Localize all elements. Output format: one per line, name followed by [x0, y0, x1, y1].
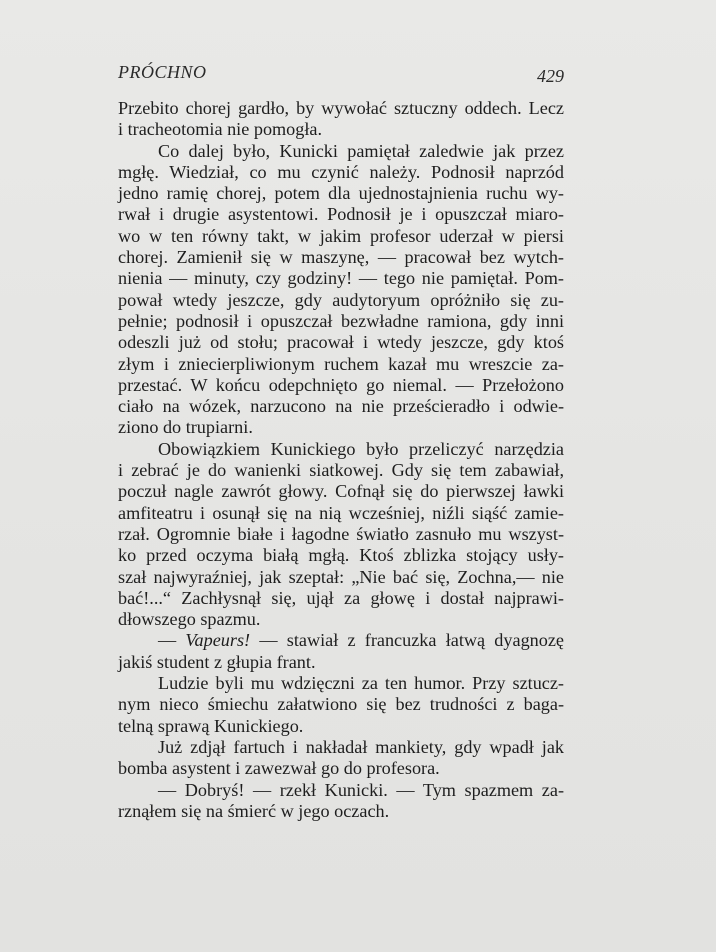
italic-word: Vapeurs! [185, 630, 251, 651]
text-line: bomba asystent i zawezwał go do profesora. [118, 758, 440, 779]
text-line: mgłę. Wiedział, co mu czynić należy. Podnosił naprzód [118, 161, 564, 182]
text-line: pełnie; podnosił i opuszczał bezwładne ramiona, gdy inni [118, 310, 564, 331]
text-line: rwał i drugie asystentowi. Podnosił je i opuszczał miaro- [118, 204, 564, 225]
text-line: Przebito chorej gardło, by wywołać sztuczny oddech. Lecz [118, 98, 564, 118]
text-line: — Dobryś! — rzekł Kunicki. — Tym spazmem za- [158, 779, 564, 800]
text-line: rznąłem się na śmierć w jego oczach. [118, 800, 390, 821]
text-line: ko przed oczyma białą mgłą. Ktoś zblizka stojący usły- [118, 545, 564, 566]
text-line: nym nieco śmiechu załatwiono się bez trudności z baga- [118, 694, 564, 715]
text-line: i zebrać je do wanienki siatkowej. Gdy się tem zabawiał, [118, 460, 564, 481]
text-line: poczuł nagle zawrót głowy. Cofnął się do pierwszej ławki [118, 481, 564, 502]
text-line: ciało na wózek, narzucono na nie prześcieradło i odwie- [118, 396, 564, 417]
text-line: Co dalej było, Kunicki pamiętał zaledwie jak przez [158, 140, 564, 161]
text-line: przestać. W końcu odepchnięto go niemal. — Przełożono [118, 374, 564, 395]
running-title: PRÓCHNO [118, 62, 207, 82]
text-line: dłowszego spazmu. [118, 609, 261, 630]
text-line: Obowiązkiem Kunickiego było przeliczyć narzędzia [158, 438, 564, 459]
text-line: Ludzie byli mu wdzięczni za ten humor. Przy sztucz- [158, 673, 564, 694]
text-line: jedno ramię chorej, potem dla ujednostajnienia ruchu wy- [118, 183, 564, 204]
text-line: chorej. Zamienił się w maszynę, — pracował bez wytch- [118, 247, 564, 268]
text-line: nienia — minuty, czy godziny! — tego nie pamiętał. Pom- [118, 268, 564, 289]
running-header [118, 62, 564, 86]
text-line: jakiś student z głupia frant. [118, 651, 316, 672]
text-line: amfiteatru i osunął się na nią wcześniej, niźli siąść zamie- [118, 502, 564, 523]
text-line: i tracheotomia nie pomogła. [118, 119, 323, 140]
text-fragment: — stawiał z francuzka łatwą dyagnozę [250, 630, 564, 651]
text-line: ziono do trupiarni. [118, 417, 253, 438]
text-line: Już zdjął fartuch i nakładał mankiety, gdy wpadł jak [158, 736, 564, 757]
body-text [118, 98, 564, 822]
text-line: telną sprawą Kunickiego. [118, 715, 304, 736]
text-fragment: — [158, 630, 186, 651]
text-line: szał najwyraźniej, jak szeptał: „Nie bać się, Zochna,— nie [118, 566, 564, 587]
text-line: odeszli już od stołu; pracował i wtedy jeszcze, gdy ktoś [118, 332, 564, 353]
page-number: 429 [537, 66, 564, 86]
text-line: bać!...“ Zachłysnął się, ujął za głowę i dostał najprawi- [118, 587, 564, 608]
text-line: pował wtedy jeszcze, gdy audytoryum opróżniło się zu- [118, 289, 564, 310]
text-line: złym i zniecierpliwionym ruchem kazał mu wreszcie za- [118, 353, 564, 374]
text-line: rzał. Ogromnie białe i łagodne światło zasnuło mu wszyst- [118, 523, 564, 544]
text-line-with-italic [118, 630, 564, 651]
text-line: wo w ten równy takt, w jakim profesor uderzał w piersi [118, 225, 564, 246]
